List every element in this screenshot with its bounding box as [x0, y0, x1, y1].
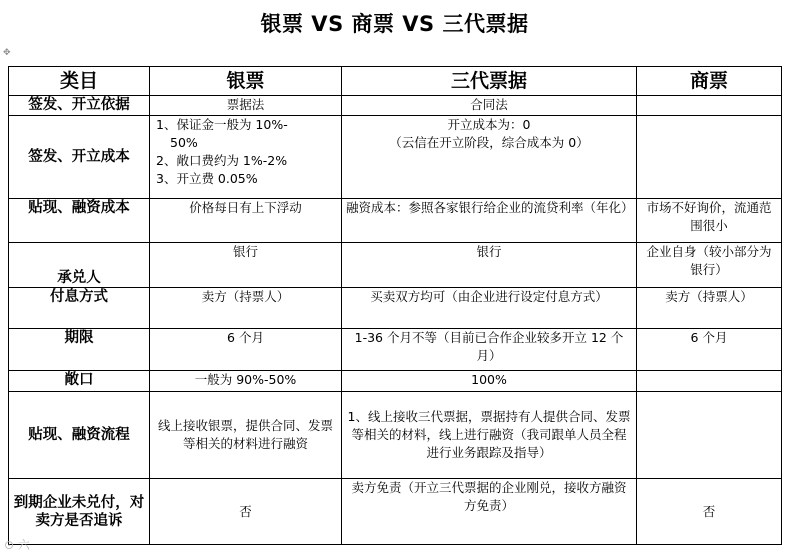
row-label: 贴现、融资流程 [9, 392, 150, 479]
text-line: （云信在开立阶段，综合成本为 0） [389, 135, 589, 150]
table-row [9, 199, 782, 243]
list-line: 2、敞口费约为 1%-2% [156, 153, 288, 168]
table-row [9, 392, 782, 479]
cell-yinpiao: 否 [150, 479, 342, 545]
table-row [9, 288, 782, 329]
list-line: 50% [170, 135, 198, 150]
table-row [9, 329, 782, 371]
table-row [9, 479, 782, 545]
cell-shangpiao: 企业自身（较小部分为银行） [637, 243, 782, 288]
cell-shangpiao [637, 96, 782, 116]
watermark-logo: ⊙ 六 [4, 538, 30, 552]
anchor-icon: ✥ [3, 48, 11, 58]
comparison-table [8, 66, 782, 545]
cell-shangpiao: 否 [637, 479, 782, 545]
cell-shangpiao: 市场不好询价，流通范围很小 [637, 199, 782, 243]
cell-sandai [342, 116, 637, 199]
cell-sandai: 1-36 个月不等（目前已合作企业较多开立 12 个月） [342, 329, 637, 371]
cell-yinpiao: 一般为 90%-50% [150, 371, 342, 392]
list-line: 3、开立费 0.05% [156, 171, 258, 186]
cell-sandai: 100% [342, 371, 637, 392]
cell-yinpiao: 价格每日有上下浮动 [150, 199, 342, 243]
row-label: 敞口 [9, 371, 150, 392]
cell-shangpiao: 6 个月 [637, 329, 782, 371]
row-label: 付息方式 [9, 288, 150, 329]
page-title: 银票 VS 商票 VS 三代票据 [260, 12, 529, 36]
table-row [9, 243, 782, 288]
cell-shangpiao [637, 392, 782, 479]
cell-sandai: 融资成本：参照各家银行给企业的流贷利率（年化） [342, 199, 637, 243]
cell-yinpiao: 银行 [150, 243, 342, 288]
cell-yinpiao: 线上接收银票，提供合同、发票等相关的材料进行融资 [150, 392, 342, 479]
cell-sandai: 银行 [342, 243, 637, 288]
header-row [9, 67, 782, 96]
cell-sandai: 买卖双方均可（由企业进行设定付息方式） [342, 288, 637, 329]
header-category: 类目 [9, 67, 150, 96]
table-row [9, 116, 782, 199]
row-label: 到期企业未兑付，对卖方是否追诉 [9, 479, 150, 545]
header-shangpiao: 商票 [637, 67, 782, 96]
list-line: 1、保证金一般为 10%- [156, 117, 288, 132]
cell-yinpiao: 6 个月 [150, 329, 342, 371]
row-label: 承兑人 [9, 243, 150, 288]
cell-sandai: 1、线上接收三代票据，票据持有人提供合同、发票等相关的材料，线上进行融资（我司跟单人员全程进行业务跟踪及指导） [342, 392, 637, 479]
cell-sandai: 卖方免责（开立三代票据的企业刚兑，接收方融资方免责） [342, 479, 637, 545]
header-sandai: 三代票据 [342, 67, 637, 96]
cell-shangpiao [637, 116, 782, 199]
row-label: 签发、开立成本 [9, 116, 150, 199]
header-yinpiao: 银票 [150, 67, 342, 96]
cell-sandai: 合同法 [342, 96, 637, 116]
row-label: 签发、开立依据 [9, 96, 150, 116]
cell-shangpiao [637, 371, 782, 392]
cell-yinpiao [150, 116, 342, 199]
table-row [9, 371, 782, 392]
cell-yinpiao: 卖方（持票人） [150, 288, 342, 329]
row-label: 期限 [9, 329, 150, 371]
text-line: 开立成本为：0 [447, 117, 531, 132]
row-label: 贴现、融资成本 [9, 199, 150, 243]
table-row [9, 96, 782, 116]
cell-yinpiao: 票据法 [150, 96, 342, 116]
cell-shangpiao: 卖方（持票人） [637, 288, 782, 329]
